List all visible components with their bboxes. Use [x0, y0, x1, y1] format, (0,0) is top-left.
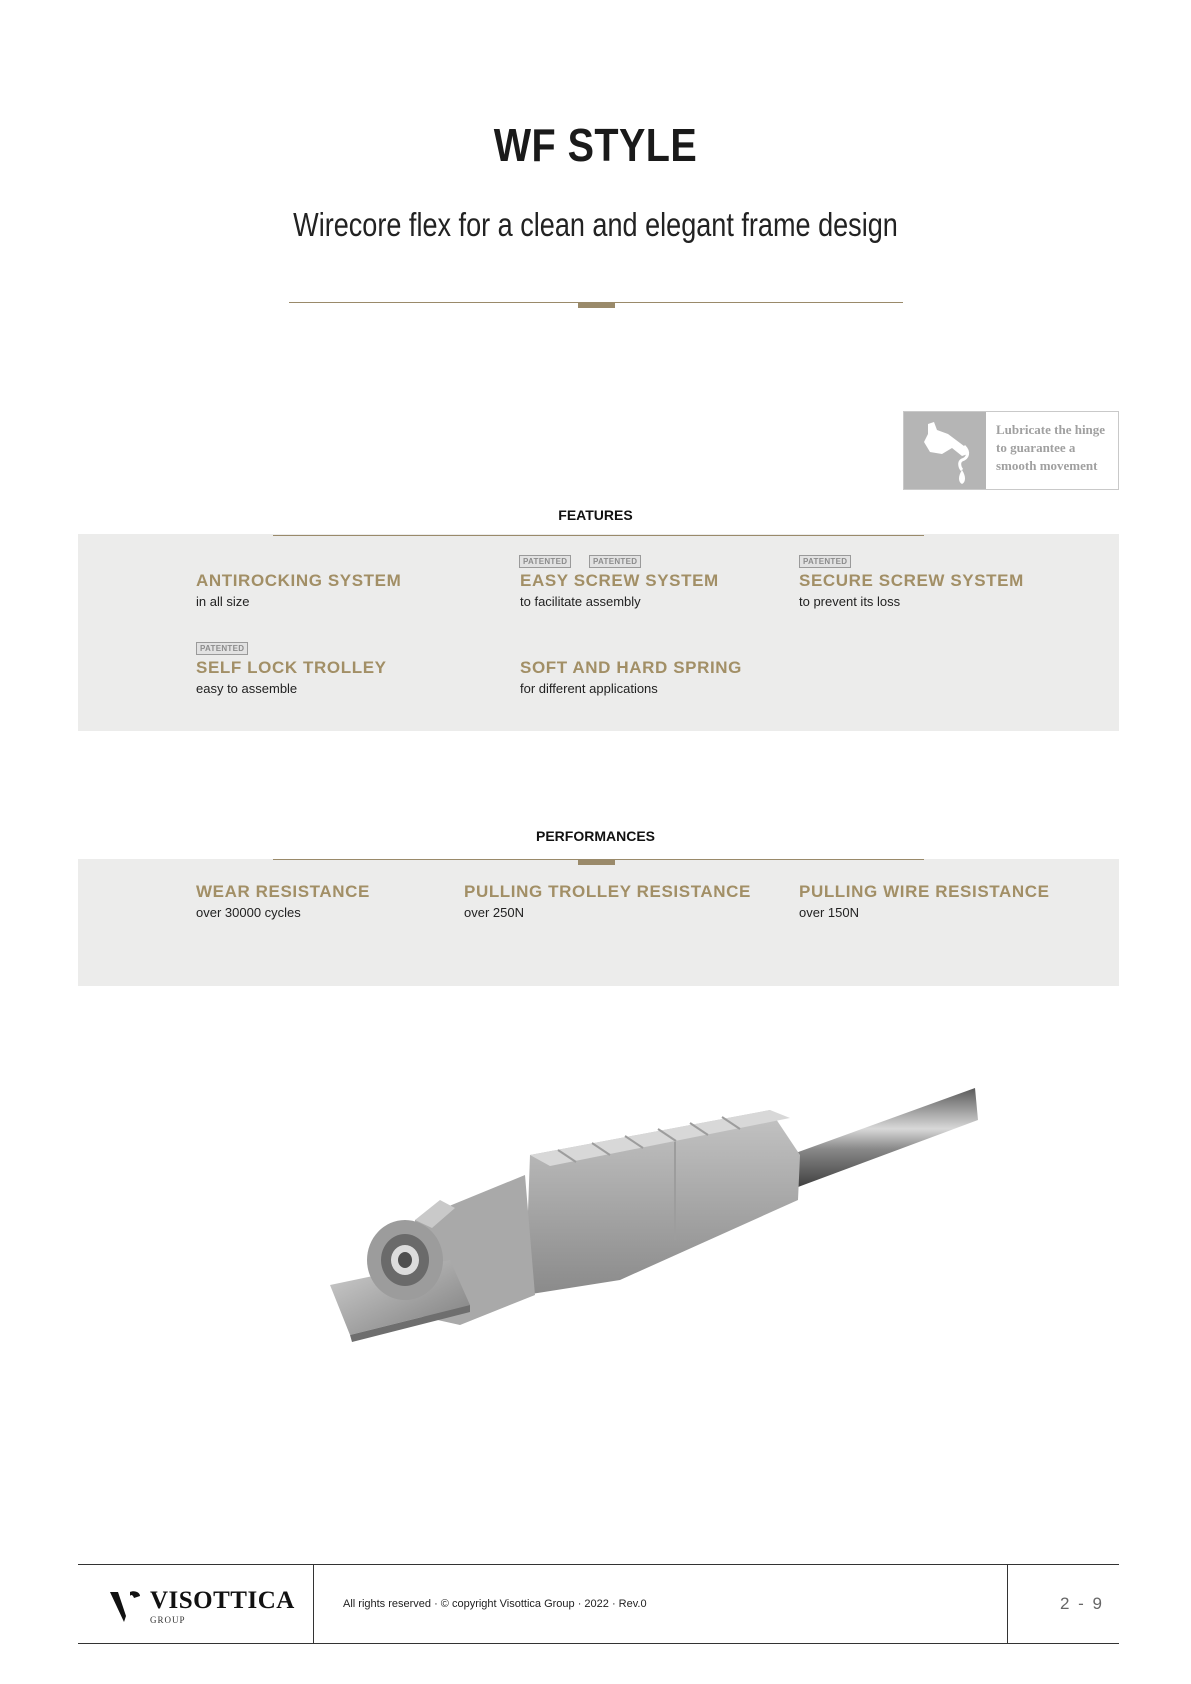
- patented-badge: PATENTED: [519, 555, 571, 568]
- performances-divider-accent: [578, 860, 615, 865]
- feature-secure-screw: [799, 571, 1024, 609]
- lubricate-line-3: smooth movement: [996, 458, 1098, 473]
- logo-group: GROUP: [150, 1615, 186, 1625]
- feature-self-lock: [196, 658, 387, 696]
- oil-can-icon: [904, 412, 986, 489]
- logo-mark-icon: [108, 1588, 142, 1624]
- feature-title: SELF LOCK TROLLEY: [196, 658, 387, 677]
- feature-title: ANTIROCKING SYSTEM: [196, 571, 402, 590]
- patented-badge: PATENTED: [196, 642, 248, 655]
- performance-subtitle: over 150N: [799, 905, 859, 920]
- feature-subtitle: for different applications: [520, 681, 658, 696]
- lubricate-line-1: Lubricate the hinge: [996, 422, 1106, 437]
- footer-divider-right: [1007, 1564, 1008, 1644]
- performance-pulling-wire: [799, 882, 1050, 920]
- patented-badge: PATENTED: [799, 555, 851, 568]
- lubricate-text: [996, 421, 1116, 475]
- feature-title: SECURE SCREW SYSTEM: [799, 571, 1024, 590]
- page-title: WF STYLE: [493, 119, 698, 171]
- feature-easy-screw: [520, 571, 719, 609]
- performance-wear: [196, 882, 370, 920]
- feature-subtitle: to prevent its loss: [799, 594, 901, 609]
- page-number: 2 - 9: [1060, 1594, 1105, 1613]
- performances-heading: PERFORMANCES: [535, 828, 655, 844]
- copyright-text: All rights reserved · © copyright Visottica Group · 2022 · Rev.0: [343, 1598, 647, 1610]
- logo-wordmark: VISOTTICA: [150, 1587, 295, 1614]
- visottica-logo: [108, 1586, 308, 1626]
- feature-antirocking: [196, 571, 401, 609]
- features-divider: [273, 535, 924, 536]
- feature-subtitle: in all size: [196, 594, 250, 609]
- feature-title: SOFT AND HARD SPRING: [520, 658, 742, 677]
- page-subtitle: Wirecore flex for a clean and elegant frame design: [293, 206, 898, 243]
- performance-subtitle: over 30000 cycles: [196, 905, 301, 920]
- performance-pulling-trolley: [464, 882, 751, 920]
- hinge-product-image: [320, 1080, 980, 1420]
- performance-subtitle: over 250N: [464, 905, 524, 920]
- performance-title: PULLING WIRE RESISTANCE: [799, 882, 1050, 901]
- features-heading: FEATURES: [558, 507, 633, 523]
- header-divider-accent: [578, 303, 615, 308]
- feature-title: EASY SCREW SYSTEM: [520, 571, 719, 590]
- feature-spring: [520, 658, 742, 696]
- performances-panel: [78, 859, 1119, 986]
- features-panel: [78, 534, 1119, 731]
- lubricate-line-2: to guarantee a: [996, 440, 1076, 455]
- footer-top-rule: [78, 1564, 1119, 1565]
- performance-title: PULLING TROLLEY RESISTANCE: [464, 882, 751, 901]
- feature-subtitle: to facilitate assembly: [520, 594, 641, 609]
- feature-subtitle: easy to assemble: [196, 681, 298, 696]
- patented-badge: PATENTED: [589, 555, 641, 568]
- footer-divider-left: [313, 1564, 314, 1644]
- performance-title: WEAR RESISTANCE: [196, 882, 370, 901]
- lubricate-note: [903, 411, 1119, 490]
- footer-bottom-rule: [78, 1643, 1119, 1644]
